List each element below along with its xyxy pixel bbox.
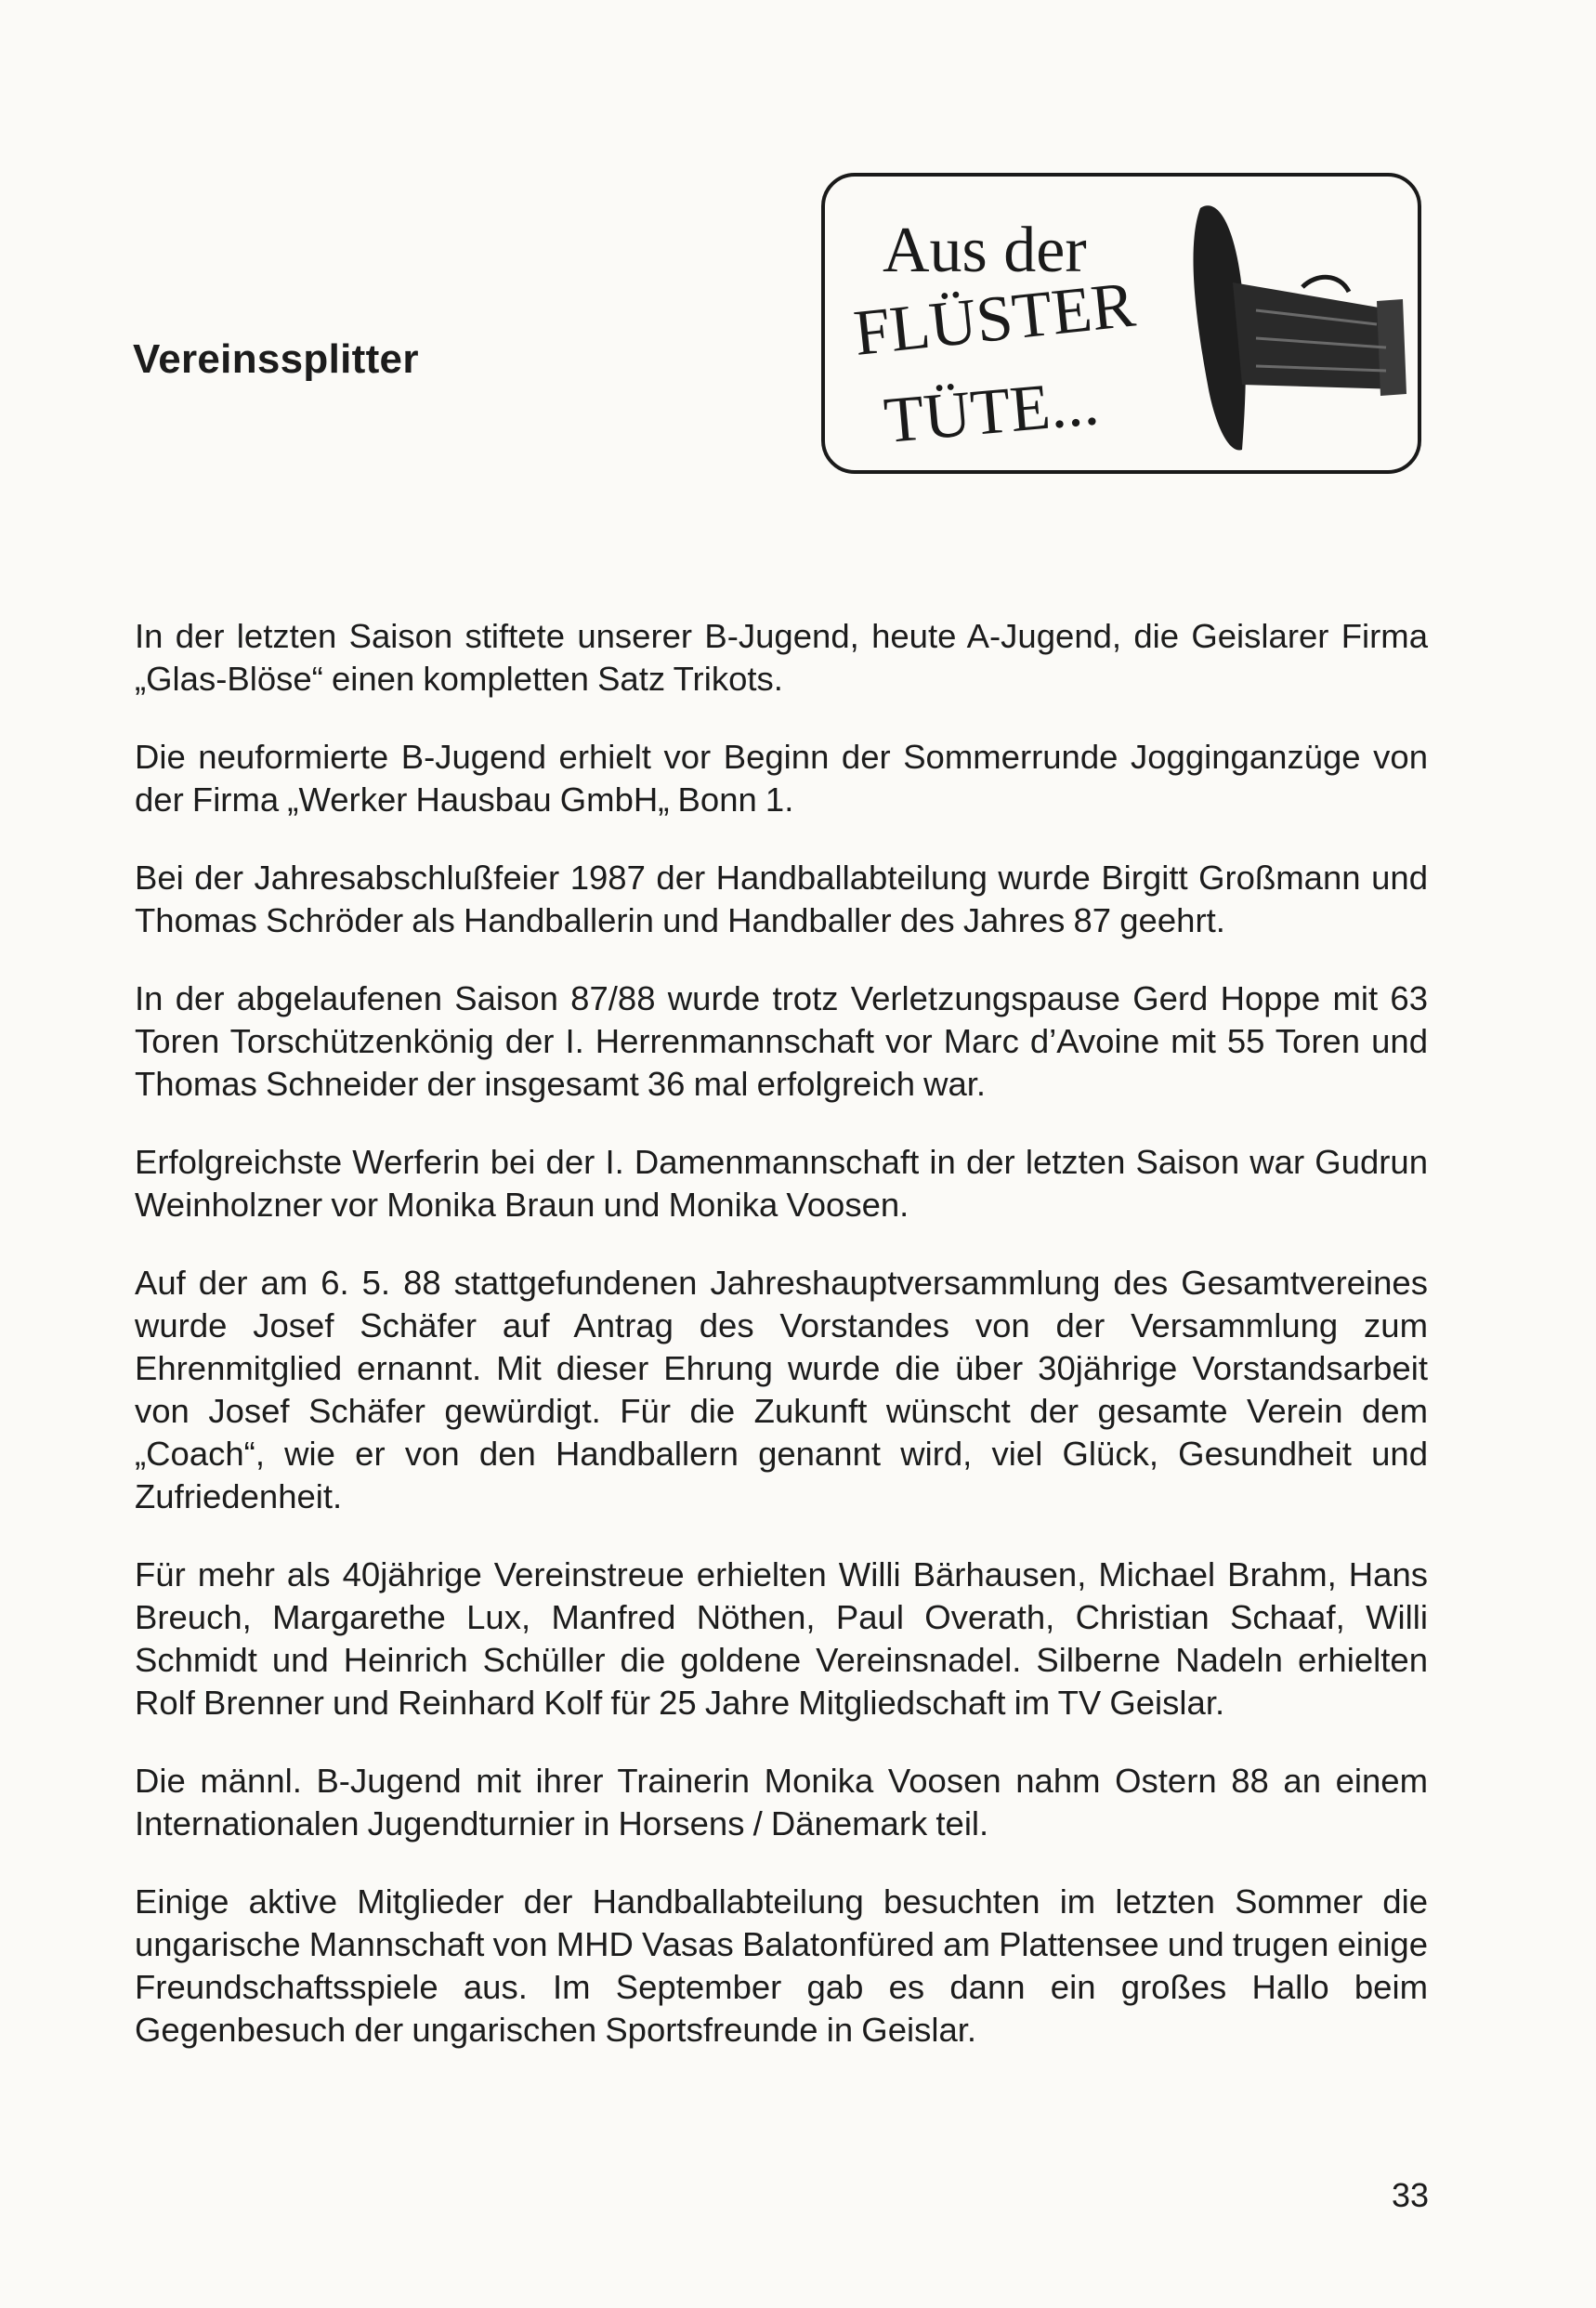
paragraph: Die neuformierte B-Jugend erhielt vor Beginn der Sommerrunde Jogginganzüge von der Firma „Werker Hausbau GmbH„ Bonn 1. [135, 738, 1428, 819]
paragraph: In der abgelaufenen Saison 87/88 wurde trotz Verletzungspause Gerd Hoppe mit 63 Toren Torschützenkönig der I. Herrenmannschaft vor Marc d’Avoine mit 55 Toren und Thomas Schneider der insgesamt 36 mal erfolgreich war. [135, 979, 1428, 1103]
paragraph: In der letzten Saison stiftete unserer B-Jugend, heute A-Jugend, die Geislarer Firma „Glas-Blöse“ einen kompletten Satz Trikots. [135, 617, 1428, 698]
fluestertuete-logo [819, 171, 1423, 476]
megaphone-icon [1193, 205, 1406, 450]
article-body [135, 615, 1428, 2087]
paragraph: Für mehr als 40jährige Vereinstreue erhielten Willi Bärhausen, Michael Brahm, Hans Breuch, Margarethe Lux, Manfred Nöthen, Paul Overath, Christian Schaaf, Willi Schmidt und Heinrich Schüller die goldene Vereinsnadel. Silberne Nadeln erhielten Rolf Brenner und Reinhard Kolf für 25 Jahre Mitgliedschaft im TV Geislar. [135, 1555, 1428, 1722]
paragraph: Auf der am 6. 5. 88 stattgefundenen Jahreshauptversammlung des Gesamtvereines wurde Josef Schäfer auf Antrag des Vorstandes von der Versammlung zum Ehrenmitglied ernannt. Mit dieser Ehrung wurde die über 30jährige Vorstandsarbeit von Josef Schäfer gewürdigt. Für die Zukunft wünscht der gesamte Verein dem „Coach“, wie er von den Handballern genannt wird, viel Glück, Gesundheit und Zufriedenheit. [135, 1264, 1428, 1515]
logo-line-3: TÜTE... [881, 367, 1102, 457]
paragraph: Bei der Jahresabschlußfeier 1987 der Handballabteilung wurde Birgitt Großmann und Thomas Schröder als Handballerin und Handballer des Jahres 87 geehrt. [135, 859, 1428, 939]
paragraph: Erfolgreichste Werferin bei der I. Damenmannschaft in der letzten Saison war Gudrun Weinholzner vor Monika Braun und Monika Voosen. [135, 1143, 1428, 1224]
page-number: 33 [1391, 2176, 1429, 2214]
paragraph: Die männl. B-Jugend mit ihrer Trainerin Monika Voosen nahm Ostern 88 an einem Internationalen Jugendturnier in Horsens / Dänemark teil. [135, 1762, 1428, 1842]
logo-line-1: Aus der [883, 215, 1087, 286]
paragraph: Einige aktive Mitglieder der Handballabteilung besuchten im letzten Sommer die ungarische Mannschaft von MHD Vasas Balatonfüred am Plattensee und trugen einige Freundschaftsspiele aus. Im September gab es dann ein großes Hallo beim Gegenbesuch der ungarischen Sportsfreunde in Geislar. [135, 1882, 1428, 2049]
logo-line-2: FLÜSTER [850, 269, 1139, 370]
page-title: Vereinssplitter [133, 336, 419, 382]
